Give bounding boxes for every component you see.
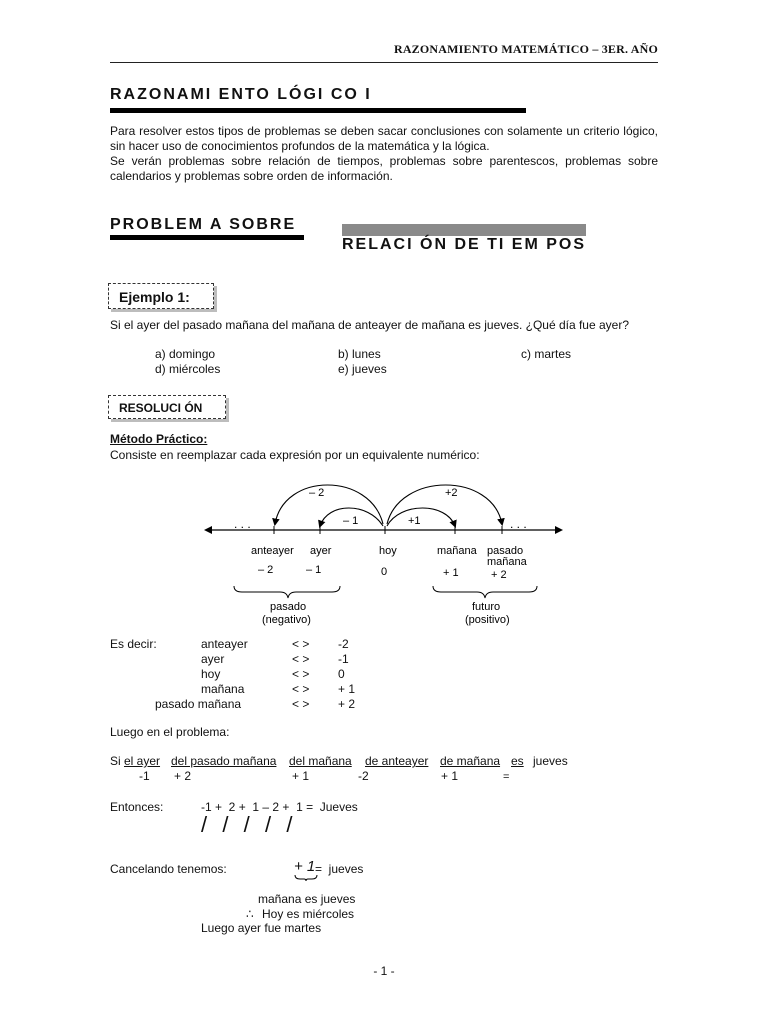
title-underline-bar [110, 108, 526, 113]
intro-paragraph-1: Para resolver estos tipos de problemas se deben sacar conclusiones con solamente un criterio lógico, sin hacer uso de conocimientos profundos de la matemática y la lógica. [110, 124, 658, 153]
future-sublabel: (positivo) [465, 614, 510, 626]
arc-label-minus-2: – 2 [309, 487, 325, 499]
value-pasado-manana: + 2 [491, 569, 507, 581]
num-el-ayer: -1 [139, 769, 150, 783]
cancel-result-text: = jueves [315, 862, 364, 876]
arc-label-minus-1: – 1 [343, 515, 359, 527]
num-manana: + 1 [292, 769, 310, 783]
therefore-icon: ∴ [246, 907, 254, 921]
conclusion-line-3: Luego ayer fue martes [201, 921, 322, 935]
term-anteayer: anteayer [201, 637, 248, 651]
option-c: c) martes [521, 347, 572, 361]
value-hoy: 0 [381, 566, 388, 578]
value: -1 [338, 652, 349, 666]
cancel-result-value: + 1 [294, 858, 316, 875]
value-anteayer: – 2 [258, 564, 274, 576]
conclusion-line-2: Hoy es miércoles [262, 907, 355, 921]
num-de-manana: + 1 [441, 769, 459, 783]
cancel-slashes: / / / / / [201, 812, 294, 837]
brace-past [234, 586, 340, 598]
option-d: d) miércoles [155, 362, 221, 376]
word-del-pasado-manana: del pasado mañana [171, 754, 277, 768]
title-underline-bar [110, 235, 304, 240]
problem-intro: Luego en el problema: [110, 725, 230, 739]
method-title: Método Práctico: [110, 432, 208, 446]
example-question: Si el ayer del pasado mañana del mañana de anteayer de mañana es jueves. ¿Qué día fue ayer? [110, 318, 630, 332]
symbol: < > [292, 667, 310, 681]
label-pasado-manana: mañana [487, 556, 527, 568]
brace-future [433, 586, 537, 598]
term-hoy: hoy [201, 667, 221, 681]
dots-left: . . . [234, 517, 251, 531]
symbol: < > [292, 697, 310, 711]
value: 0 [338, 667, 345, 681]
value-manana: + 1 [443, 567, 459, 579]
label-manana: mañana [437, 545, 477, 557]
term-ayer: ayer [201, 652, 225, 666]
axis-arrow-left-icon [204, 526, 212, 534]
num-equals: = [503, 771, 510, 783]
example-label: Ejemplo 1: [108, 283, 214, 309]
method-description: Consiste en reemplazar cada expresión por un equivalente numérico: [110, 448, 480, 462]
dots-right: . . . [510, 517, 527, 531]
word-del-manana: del mañana [289, 754, 352, 768]
value: -2 [338, 637, 349, 651]
title-gray-bar [342, 224, 586, 236]
term-manana: mañana [201, 682, 245, 696]
timeline-diagram [0, 470, 768, 635]
section-title-relacion: RELACI ÓN DE TI EM POS [342, 236, 587, 253]
symbol: < > [292, 637, 310, 651]
section-title-razonamiento: RAZONAMI ENTO LÓGI CO I [110, 86, 372, 103]
symbol: < > [292, 652, 310, 666]
arc-plus-1 [387, 508, 455, 526]
label-hoy: hoy [379, 545, 397, 557]
word-jueves: jueves [533, 754, 568, 768]
resolution-label: RESOLUCI ÓN [108, 395, 226, 419]
word-de-manana: de mañana [440, 754, 501, 768]
arc-label-plus-2: +2 [445, 487, 458, 499]
then-expression: -1 + 2 + 1 – 2 + 1 = Jueves [201, 800, 358, 814]
label-anteayer: anteayer [251, 545, 294, 557]
label-ayer: ayer [310, 545, 332, 557]
future-label: futuro [472, 601, 501, 613]
past-label: pasado [270, 601, 307, 613]
num-anteayer: -2 [358, 769, 369, 783]
value-ayer: – 1 [306, 564, 322, 576]
value: + 1 [338, 682, 356, 696]
word-el-ayer: el ayer [124, 754, 161, 768]
symbol: < > [292, 682, 310, 696]
arc-label-plus-1: +1 [408, 515, 421, 527]
label-pasado: pasado [487, 545, 524, 557]
word-de-anteayer: de anteayer [365, 754, 429, 768]
term-pasado-manana: pasado mañana [155, 697, 242, 711]
then-label: Entonces: [110, 800, 164, 814]
page-number: - 1 - [373, 964, 395, 978]
past-sublabel: (negativo) [262, 614, 311, 626]
value: + 2 [338, 697, 356, 711]
section-title-problema: PROBLEM A SOBRE [110, 216, 297, 233]
intro-text [110, 124, 658, 184]
num-pasado-manana: + 2 [174, 769, 192, 783]
word-es: es [511, 754, 524, 768]
intro-paragraph-2: Se verán problemas sobre relación de tiempos, problemas sobre parentescos, problemas sobre calendarios y problemas sobre orden de información. [110, 154, 658, 183]
header-rule [110, 62, 658, 63]
running-header: RAZONAMIENTO MATEMÁTICO – 3ER. AÑO [393, 42, 658, 56]
axis-arrow-right-icon [555, 526, 563, 534]
option-e: e) jueves [338, 362, 387, 376]
cancel-label: Cancelando tenemos: [110, 862, 227, 876]
es-decir-label: Es decir: [110, 637, 157, 651]
word-si: Si [110, 754, 121, 768]
option-a: a) domingo [155, 347, 216, 361]
arc-minus-2 [275, 485, 383, 524]
conclusion-line-1: mañana es jueves [258, 892, 356, 906]
option-b: b) lunes [338, 347, 381, 361]
